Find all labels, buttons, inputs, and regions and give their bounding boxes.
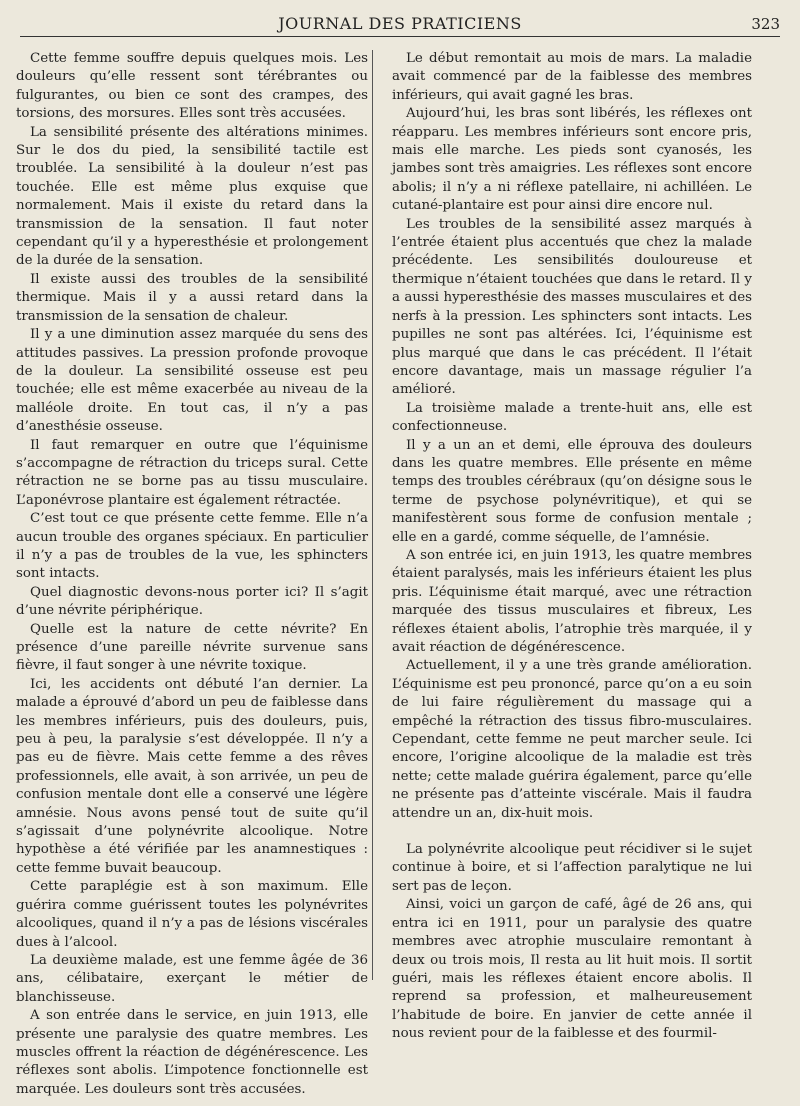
paragraph: Actuellement, il y a une très grande amélioration. L’équinisme est peu prononcé, parce qu’on a eu soin de lui faire régulièrement du massage qui a empêché la rétraction des tissus fibro-musculaires. Cependant, cette femme ne peut marcher seule. Ici encore, l’origine alcoolique de la maladie est très nette; cette malade guérira également, parce qu’elle ne présente pas d’atteinte viscérale. Mais il faudra attendre un an, dix-huit mois. [392,658,752,821]
paragraph: La deuxième malade, est une femme âgée de 36 ans, célibataire, exerçant le métier de blanchisseuse. [16,952,368,1005]
paragraph: Cette paraplégie est à son maximum. Elle guérira comme guérissent toutes les polynévrites alcooliques, quand il n’y a pas de lésions viscérales dues à l’alcool. [16,879,368,950]
paragraph: Quelle est la nature de cette névrite? En présence d’une pareille névrite survenue sans fièvre, il faut songer à une névrite toxique. [16,621,368,674]
paragraph: Aujourd’hui, les bras sont libérés, les réflexes ont réapparu. Les membres inférieurs sont encore pris, mais elle marche. Les pieds sont cyanosés, les jambes sont très amaigries. Les réflexes sont encore abolis; il n’y a ni réflexe patellaire, ni achilléen. Le cutané-plantaire est pour ainsi dire encore nul. [392,106,752,214]
paragraph: Il y a un an et demi, elle éprouva des douleurs dans les quatre membres. Elle présente en même temps des troubles cérébraux (qu’on désigne sous le terme de psychose polynévritique), et qui se manifestèrent sous forme de confusion mentale ; elle en a gardé, comme séquelle, de l’amnésie. [392,437,752,545]
paragraph: Il faut remarquer en outre que l’équinisme s’accompagne de rétraction du triceps sural. Cette rétraction ne se borne pas au tissu musculaire. L’aponévrose plantaire est également rétractée. [16,437,368,508]
paragraph: La sensibilité présente des altérations minimes. Sur le dos du pied, la sensibilité tactile est troublée. La sensibilité à la douleur n’est pas touchée. Elle est même plus exquise que normalement. Mais il existe du retard dans la transmission de la sensation. Il faut noter cependant qu’il y a hyperesthésie et prolongement de la durée de la sensation. [16,124,368,269]
page-number: 323 [751,15,780,33]
paragraph: Il existe aussi des troubles de la sensibilité thermique. Mais il y a aussi retard dans la transmission de la sensation de chaleur. [16,271,368,324]
paragraph: A son entrée dans le service, en juin 1913, elle présente une paralysie des quatre membres. Les muscles offrent la réaction de dégénérescence. Les réflexes sont abolis. L’impotence fonctionnelle est marquée. Les douleurs sont très accusées. [16,1008,368,1097]
paragraph: La polynévrite alcoolique peut récidiver si le sujet continue à boire, et si l’affection paralytique ne lui sert pas de leçon. [392,842,752,894]
paragraph: A son entrée ici, en juin 1913, les quatre membres étaient paralysés, mais les inférieurs étaient les plus pris. L’équinisme était marqué, avec une rétraction marquée des tissus musculaires et fibreux, Les réflexes étaient abolis, l’atrophie très marquée, il y avait réaction de dégénérescence. [392,547,752,655]
column-divider [372,50,373,980]
paragraph: Ici, les accidents ont débuté l’an dernier. La malade a éprouvé d’abord un peu de faiblesse dans les membres inférieurs, puis des douleurs, puis, peu à peu, la paralysie s’est développée. Il n’y a pas eu de fièvre. Mais cette femme a des rêves professionnels, elle avait, à son arrivée, un peu de confusion mentale dont elle a conservé une légère amnésie. Nous avons pensé tout de suite qu’il s’agissait d’une polynévrite alcoolique. Notre hypothèse a été vérifiée par les anamnestiques : cette femme buvait beaucoup. [16,676,368,876]
paragraph: Il y a une diminution assez marquée du sens des attitudes passives. La pression profonde provoque de la douleur. La sensibilité osseuse est peu touchée; elle est même exacerbée au niveau de la malléole droite. En tout cas, il n’y a pas d’anesthésie osseuse. [16,327,368,435]
paragraph: Le début remontait au mois de mars. La maladie avait commencé par de la faiblesse des membres inférieurs, qui avait gagné les bras. [392,51,752,103]
paragraph: C’est tout ce que présente cette femme. Elle n’a aucun trouble des organes spéciaux. En particulier il n’y a pas de troubles de la vue, les sphincters sont intacts. [16,511,368,582]
paragraph: Ainsi, voici un garçon de café, âgé de 26 ans, qui entra ici en 1911, pour un paralysie des quatre membres avec atrophie musculaire remontant à deux ou trois mois, Il resta au lit huit mois. Il sortit guéri, mais les réflexes étaient encore abolis. Il reprend sa profession, et malheureusement l’habitude de boire. En janvier de cette année il nous revient pour de la faiblesse et des fourmil- [392,897,752,1042]
right-column [392,50,752,1044]
paragraph: Cette femme souffre depuis quelques mois. Les douleurs qu’elle ressent sont térébrantes ou fulgurantes, ou bien ce sont des crampes, des torsions, des morsures. Elles sont très accusées. [16,51,368,122]
running-title: JOURNAL DES PRATICIENS [278,14,522,33]
paragraph: Quel diagnostic devons-nous porter ici? Il s’agit d’une névrite périphérique. [16,584,368,619]
paragraph: La troisième malade a trente-huit ans, elle est confectionneuse. [392,400,752,435]
page-header [20,8,780,37]
paragraph: Les troubles de la sensibilité assez marqués à l’entrée étaient plus accentués que chez la malade précédente. Les sensibilités douloureuse et thermique n’étaient touchées que dans le retard. Il y a aussi hyperesthésie des masses musculaires et des nerfs à la pression. Les sphincters sont intacts. Les pupilles ne sont pas altérées. Ici, l’équinisme est plus marqué que dans le cas précédent. Il l’était encore davantage, mais un massage régulier l’a amélioré. [392,216,752,398]
left-column [16,50,368,1099]
